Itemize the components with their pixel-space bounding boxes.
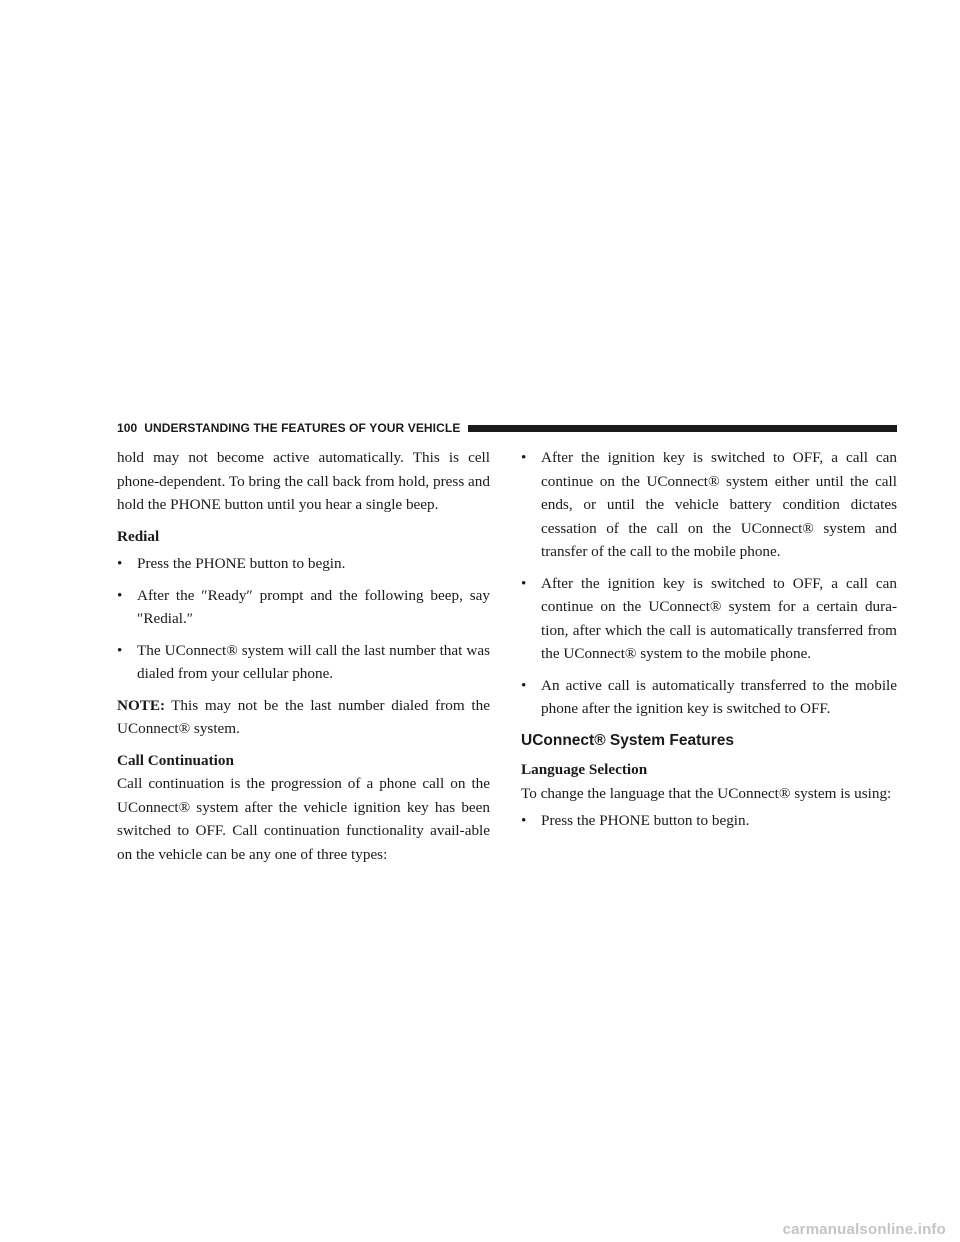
list-item (117, 639, 490, 686)
list-item (117, 552, 490, 576)
bullet-icon: • (117, 555, 123, 572)
bullet-icon: • (521, 574, 527, 592)
list-item-text: After the ″Ready″ prompt and the following beep, say ″Redial.″ (137, 586, 490, 627)
header-title: UNDERSTANDING THE FEATURES OF YOUR VEHICLE (144, 421, 461, 435)
note-paragraph (117, 694, 490, 741)
list-item-text: An active call is automatically transferred to the mobile phone after the ignition key is switched to OFF. (541, 676, 897, 717)
right-column (521, 446, 897, 841)
language-selection-paragraph: To change the language that the UConnect® system is using: (521, 784, 892, 802)
page-header (117, 418, 897, 438)
watermark: carmanualsonline.info (782, 1221, 946, 1238)
note-text: This may not be the last number dialed from the UConnect® system. (117, 696, 490, 737)
note-label: NOTE: (117, 696, 166, 714)
list-item-text: Press the PHONE button to begin. (541, 812, 750, 829)
language-list (521, 809, 897, 833)
header-text (117, 421, 460, 435)
redial-heading: Redial (117, 527, 160, 545)
list-item (521, 809, 897, 833)
bullet-icon: • (117, 641, 123, 659)
bullet-icon: • (521, 676, 527, 694)
call-continuation-heading: Call Continuation (117, 751, 234, 769)
list-item (521, 572, 897, 666)
list-item (521, 446, 897, 564)
list-item (117, 584, 490, 631)
language-selection-heading: Language Selection (521, 761, 648, 778)
list-item-text: Press the PHONE button to begin. (137, 555, 346, 572)
bullet-icon: • (521, 812, 527, 829)
list-item-text: After the ignition key is switched to OFF, a call can continue on the UConnect® system either until the call ends, or until the vehicle battery condition dictates cessation of the call on the UConnect® system and transfer of the call to the mobile phone. (541, 449, 897, 560)
page-number: 100 (117, 421, 138, 435)
section-heading: UConnect® System Features (521, 731, 734, 749)
bullet-icon: • (521, 449, 527, 466)
continuation-types-list (521, 446, 897, 721)
list-item (521, 674, 897, 721)
list-item-text: The UConnect® system will call the last number that was dialed from your cellular phone. (137, 641, 490, 682)
header-rule (468, 425, 897, 432)
redial-list (117, 552, 490, 686)
call-continuation-paragraph: Call continuation is the progression of a phone call on the UConnect® system after the vehicle ignition key has been switched to OFF. Call continuation functionality avail-able on the vehicle can be any one of three types: (117, 775, 490, 863)
left-column (117, 446, 490, 866)
bullet-icon: • (117, 586, 123, 604)
list-item-text: After the ignition key is switched to OFF, a call can continue on the UConnect® system for a certain dura-tion, after which the call is automatically transferred from the UConnect® system to the mobile phone. (541, 574, 897, 662)
intro-paragraph: hold may not become active automatically. This is cell phone-dependent. To bring the call back from hold, press and hold the PHONE button until you hear a single beep. (117, 449, 490, 513)
